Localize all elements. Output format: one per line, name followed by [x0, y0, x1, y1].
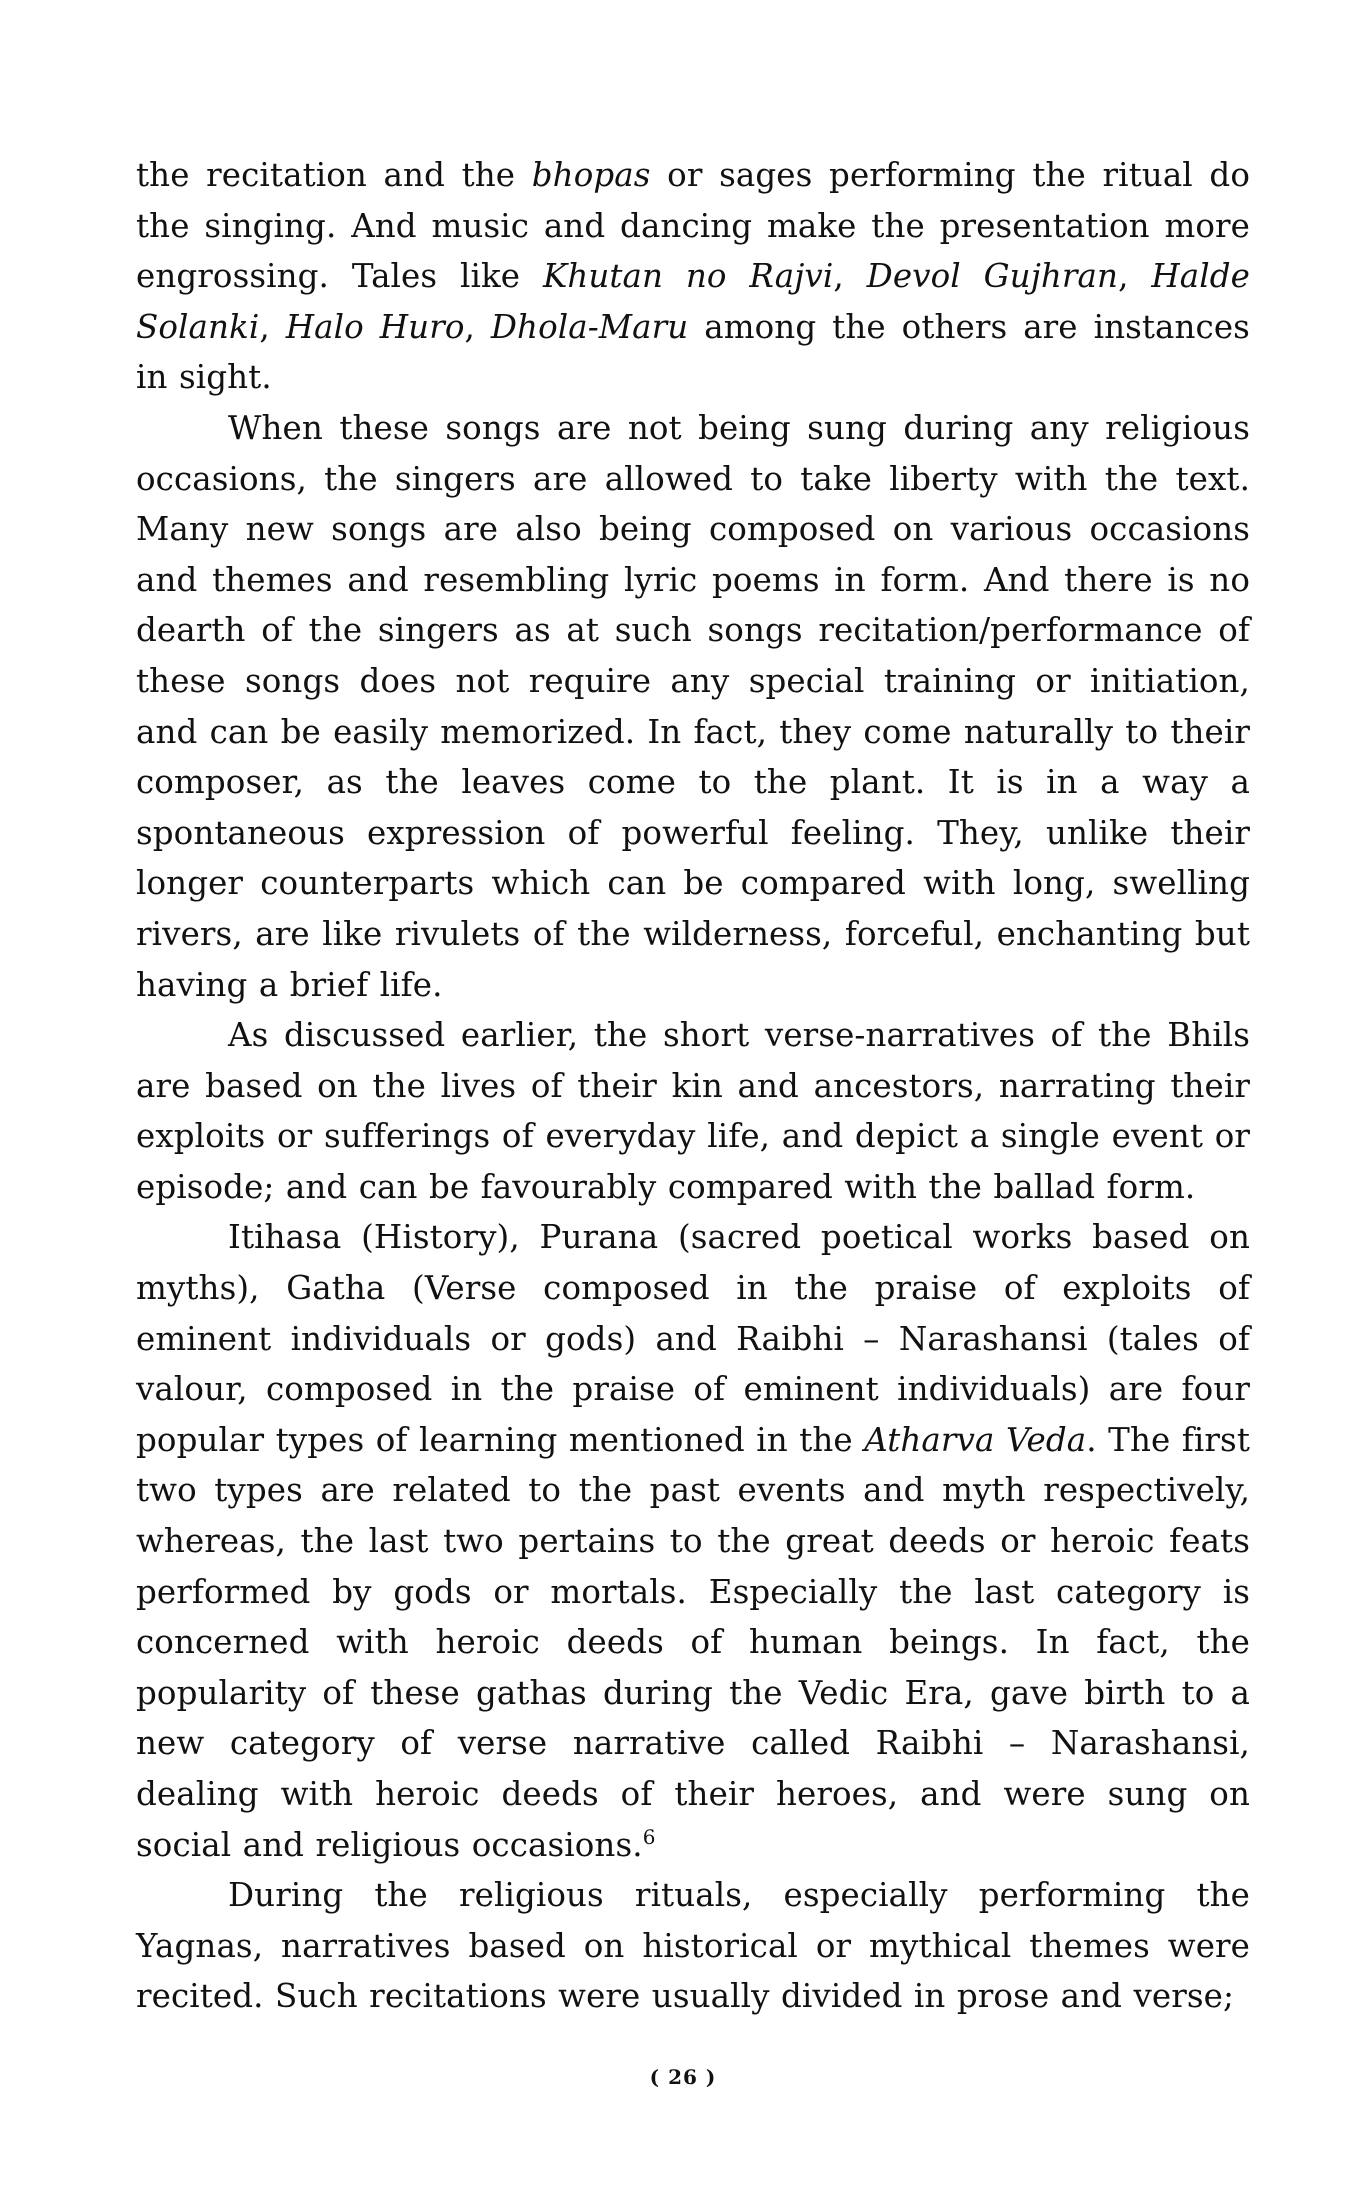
italic-term: Khutan no Rajvi: [542, 257, 834, 296]
text-run: As discussed earlier, the short verse-narratives of the Bhils are based on the lives of their kin and ancestors, narrating their exploits or sufferings of everyday life, and depict a single event or episode; and can be favourably compared with the ballad form.: [136, 1016, 1250, 1206]
italic-term: bhopas: [531, 156, 651, 194]
text-run: the recitation and the: [136, 156, 532, 194]
text-run: ,: [464, 307, 491, 346]
paragraph-4: [136, 1212, 1250, 1870]
page-number: ( 26 ): [649, 2065, 717, 2089]
italic-term: Dhola-Maru: [490, 307, 689, 346]
text-run: ,: [833, 257, 867, 296]
italic-term: Atharva Veda: [864, 1420, 1087, 1459]
footnote-reference: 6: [642, 1824, 656, 1849]
text-run: among the others are instances in sight.: [136, 307, 1250, 397]
paragraph-2: [136, 403, 1250, 1010]
text-run: ,: [1118, 257, 1152, 296]
italic-term: Devol Gujhran: [866, 257, 1119, 296]
paragraph-1: [136, 150, 1250, 403]
italic-term: Halde Solanki: [136, 257, 1250, 346]
page-body: [136, 150, 1250, 2022]
italic-term: Halo Huro: [285, 307, 465, 346]
text-run: When these songs are not being sung during any religious occasions, the singers are allowed to take liberty with the text. Many new songs are also being composed on various occasions and themes and resembling lyric poems in form. And there is no dearth of the singers as at such songs recitation/performance of these songs does not require any special training or initiation, and can be easily memorized. In fact, they come naturally to their composer, as the leaves come to the plant. It is in a way a spontaneous expression of powerful feeling. They, unlike their longer counterparts which can be compared with long, swelling rivers, are like rivulets of the wilderness, forceful, enchanting but having a brief life.: [136, 408, 1250, 1004]
text-run: or sages performing the ritual do the singing. And music and dancing make the presentation more engrossing. Tales like: [136, 156, 1250, 296]
text-run: . The first two types are related to the past events and myth respectively, whereas, the last two pertains to the great deeds or heroic feats performed by gods or mortals. Especially the last category is concerned with heroic deeds of human beings. In fact, the popularity of these gathas during the Vedic Era, gave birth to a new category of verse narrative called Raibhi – Narashansi, dealing with heroic deeds of their heroes, and were sung on social and religious occasions.: [136, 1420, 1250, 1864]
paragraph-5: [136, 1870, 1250, 2022]
text-run: Itihasa (History), Purana (sacred poetical works based on myths), Gatha (Verse composed in the praise of exploits of eminent individuals or gods) and Raibhi – Narashansi (tales of valour, composed in the praise of eminent individuals) are four popular types of learning mentioned in the: [136, 1218, 1250, 1459]
paragraph-3: [136, 1010, 1250, 1212]
text-run: ,: [259, 307, 286, 346]
text-run: During the religious rituals, especially performing the Yagnas, narratives based on historical or mythical themes were recited. Such recitations were usually divided in prose and verse;: [136, 1876, 1250, 2016]
